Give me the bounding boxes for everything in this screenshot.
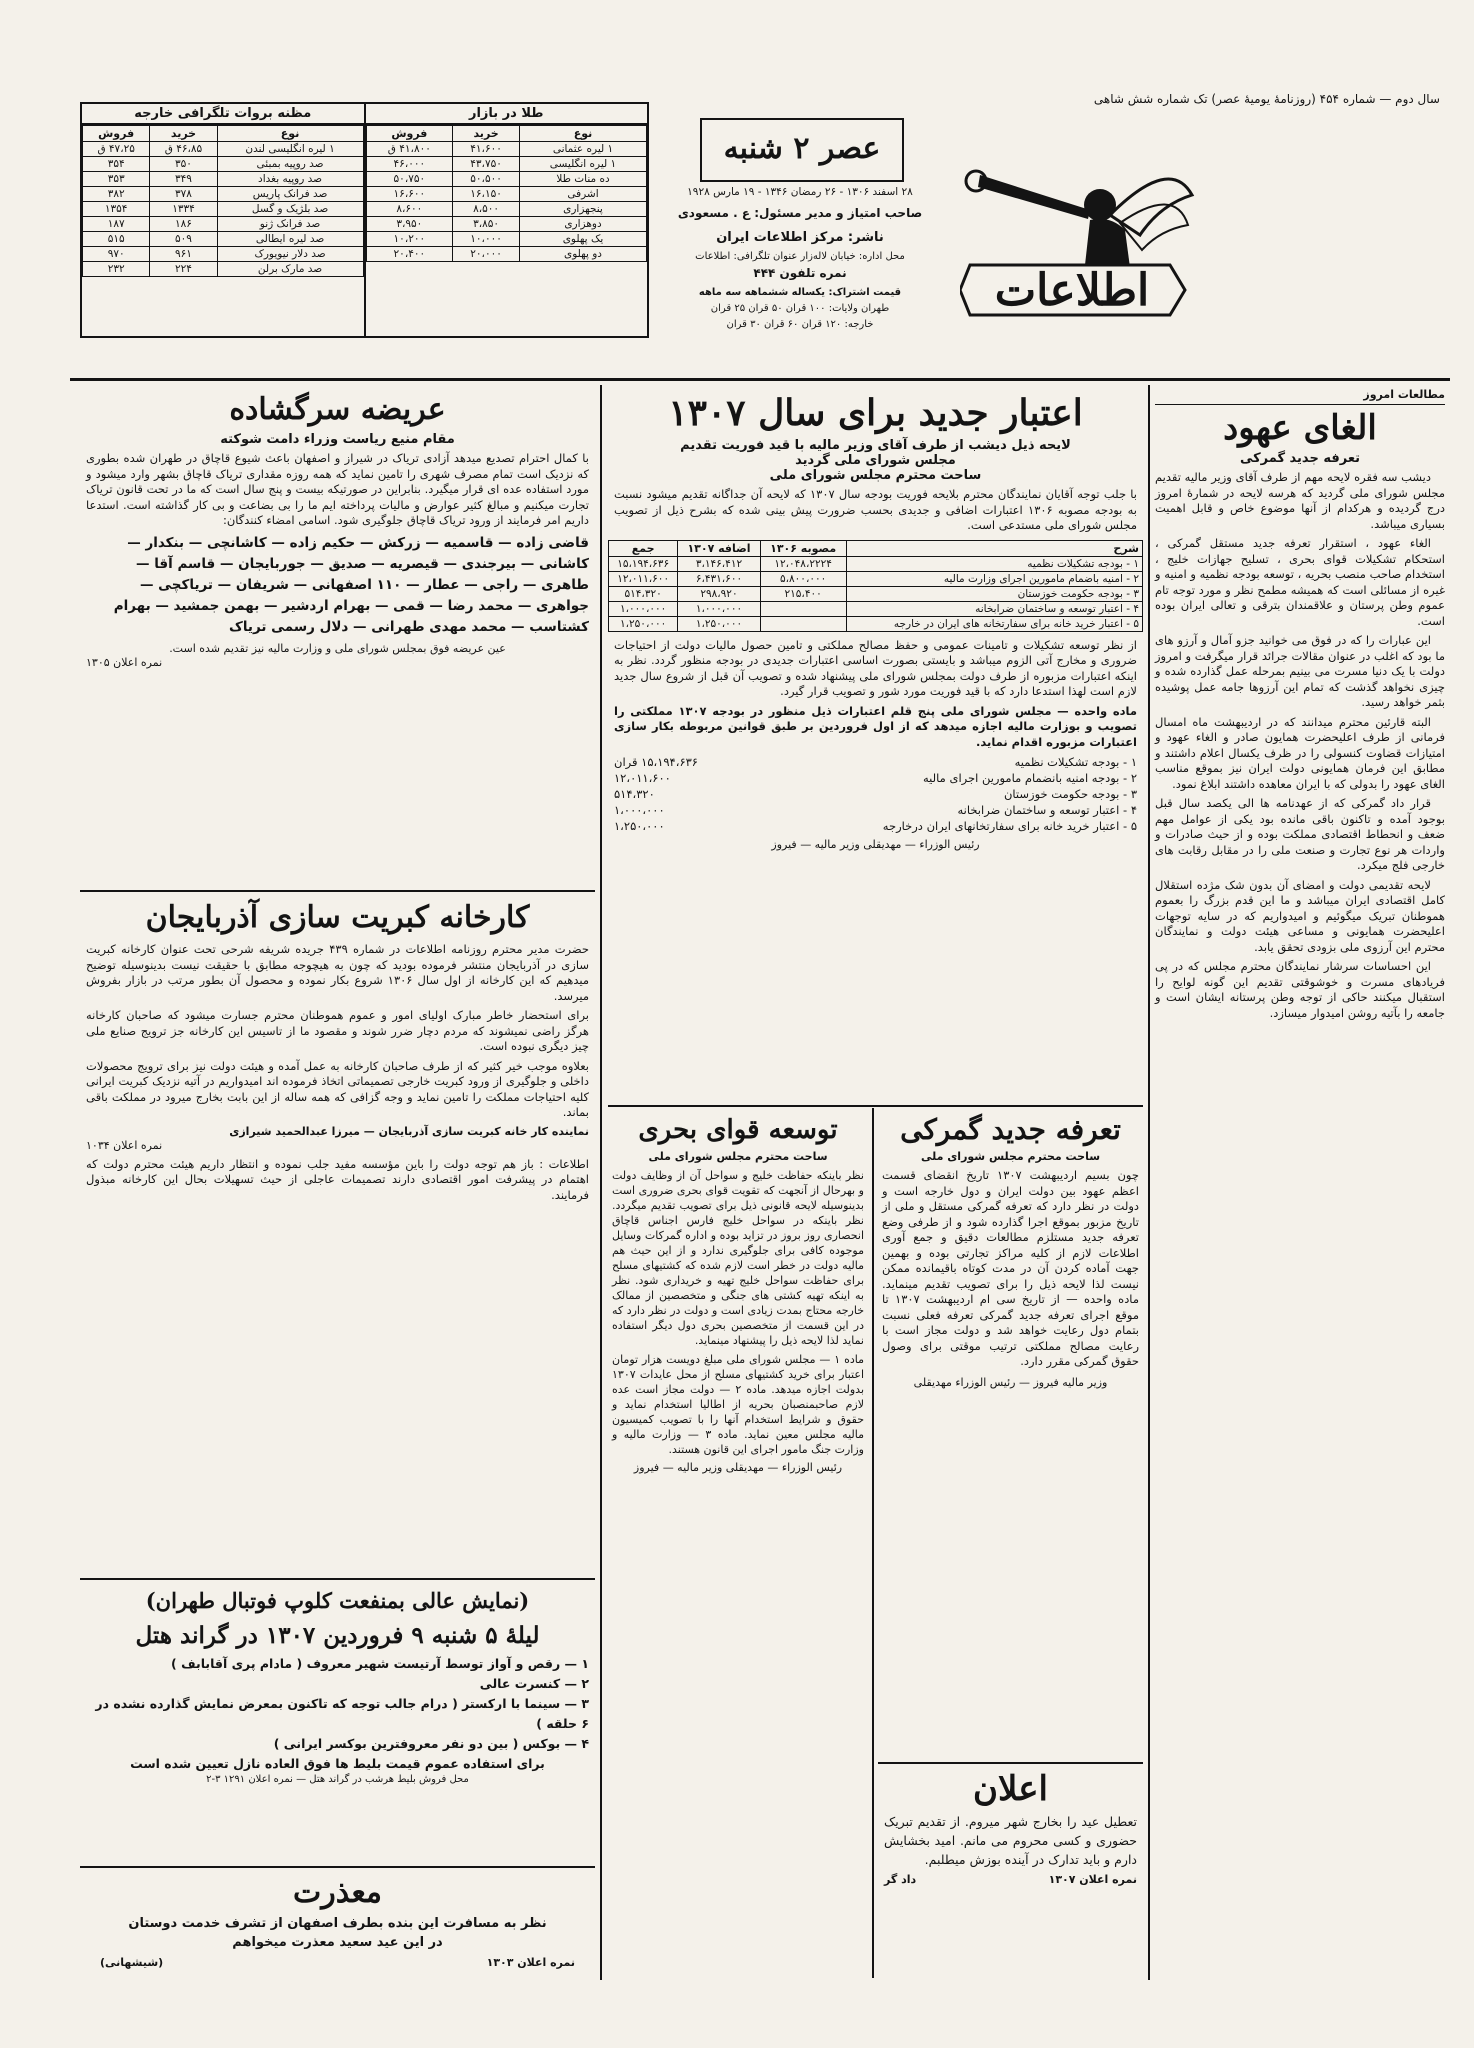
gold-row-cell: ۴۱،۸۰۰ ق [366, 142, 453, 157]
law-row [614, 786, 1137, 802]
office-line: محل اداره: خیابان لاله‌زار عنوان تلگرافی: اطلاعات [695, 251, 905, 262]
program-item: ۴ — بوکس ( بین دو نفر معروفترین بوکسر ایرانی ) [273, 1736, 589, 1751]
gold-table-title: طلا در بازار [366, 104, 648, 125]
masthead-rule [70, 378, 1450, 381]
fx-row-cell: ۳۴۹ [150, 172, 217, 187]
fx-table-panel [82, 104, 364, 336]
fx-table [82, 125, 364, 277]
budget-col-desc: شرح [846, 540, 1142, 556]
article-body [1155, 470, 1445, 1021]
gold-col-buy: خرید [453, 126, 520, 142]
match-editor-note: اطلاعات : باز هم توجه دولت را باین مؤسسه مفید جلب نموده و انتظار داریم هیئت محترم دولت که اهتمام در پیشرفت امور اقتصادی دارند تصمیمات عاجلی از حیث تسهیلات بحال این کارخانه مبذول فرمایند. [86, 1156, 589, 1202]
masthead-logo [960, 115, 1200, 365]
budget-table [608, 540, 1143, 632]
budget-cell: ۱۵،۱۹۴،۶۳۶ [609, 556, 678, 571]
budget-cell: ۶،۴۳۱،۶۰۰ [678, 571, 760, 586]
middle-split-rule [872, 1108, 874, 1978]
gold-row [366, 247, 647, 262]
fx-row-cell: ۲۲۴ [150, 262, 217, 277]
fx-row-cell: ۴۷،۲۵ ق [83, 142, 150, 157]
petition-sub: مقام منیع ریاست وزراء دامت شوکته [220, 432, 455, 447]
gold-row [366, 157, 647, 172]
fx-row-cell: ۳۵۰ [150, 157, 217, 172]
navy-signature: رئیس الوزراء — مهدیقلی وزیر مالیه — فیروز [633, 1461, 843, 1474]
fx-row-cell: ۲۳۲ [83, 262, 150, 277]
gold-row-cell: ۴۱،۶۰۰ [453, 142, 520, 157]
gold-row [366, 142, 647, 157]
budget-col-1306: مصوبه ۱۳۰۶ [760, 540, 846, 556]
gold-table [366, 125, 648, 262]
date-line: ۲۸ اسفند ۱۳۰۶ - ۲۶ رمضان ۱۳۴۶ - ۱۹ مارس ۱۹۲۸ [687, 186, 913, 198]
market-tables [80, 102, 649, 338]
masthead-top-line: سال دوم — شماره ۴۵۴ (روزنامهٔ یومیهٔ عصر) تک شماره شش شاهی [1093, 92, 1440, 106]
fx-row-cell: ۱۳۳۴ [150, 202, 217, 217]
subscription-line-1: طهران ولایات: ۱۰۰ قران ۵۰ قران ۲۵ قران [710, 303, 890, 314]
budget-cell [760, 616, 846, 631]
petition-footer: عین عریضه فوق بمجلس شورای ملی و وزارت مالیه نیز تقدیم شده است. [169, 641, 506, 655]
navy-body: نظر باینکه حفاظت خلیج و سواحل آن از وظایف دولت و بهرحال از آنجهت که تقویت قوای بحری ضروری است بدینوسیله لایحه قانونی ذیل برای تصویب تقدیم میگردد. نظر باینکه در سواحل خلیج فارس اجناس قاچاق انحصاری روز بروز در تزاید بوده و اداره گمرکات وسایل موجوده کافی برای جلوگیری ندارد و از این حیث هم مالیه دولت در خطر است لازم شده که کشتیهای مسلح برای حفاظت سواحل خلیج تهیه و خریداری شود. نظر به اینکه تهیه کشتی های جنگی و متخصصین از ممالک خارجه محتاج بمدت زیادی است و دولت در نظر دارد که در این قسمت از متخصصین بحری دول دیگر استفاده نماید لذا لایحه ذیل را پیشنهاد مینماید. [612, 1169, 864, 1347]
law-row-desc: ۳ - بودجه حکومت خوزستان [1003, 787, 1137, 801]
budget-row [609, 571, 1143, 586]
petition-title: عریضه سرگشاده [229, 392, 446, 427]
article-paragraph: البته قارئین محترم میدانند که در اردیبهشت ماه امسال فرمانی از طرف اعلیحضرت همایون صادر و الغاء عهود و امتیازات قضاوت کنسولی را در ظرف یکسال اعلام داشتند و مطابق این فرمان همایونی دولت ایران نیز بموقع مناسب الغای عهود را بدولی که با ایران معاهده داشتند ابلاغ نمود. [1155, 714, 1445, 791]
notice-box [878, 1766, 1143, 1891]
fx-col-type: نوع [217, 126, 363, 142]
budget-cell: ۵ - اعتبار خرید خانه برای سفارتخانه های ایران در خارجه [846, 616, 1142, 631]
article-paragraph: این احساسات سرشار نمایندگان محترم مجلس که در پی فریادهای مسرت و خوشوقتی تقدیم این گونه لوایح را استقبال میکنند حاکی از توجه وطن پرستانه ایشان است و جامعه را بآتیه روشن امیدوار میسازد. [1155, 959, 1445, 1020]
budget-cell: ۳ - بودجه حکومت خوزستان [846, 586, 1142, 601]
budget-col-total: جمع [609, 540, 678, 556]
football-price: برای استفاده عموم قیمت بلیط ها فوق العاده نازل تعیین شده است [130, 1756, 545, 1771]
fx-row-cell: صد فرانک ژنو [217, 217, 363, 232]
fx-row-cell: ۹۷۰ [83, 247, 150, 262]
fx-row-cell: ۳۸۲ [83, 187, 150, 202]
gold-row-cell: دوهزاری [519, 217, 646, 232]
article-paragraph: دیشب سه فقره لایحه مهم از طرف آقای وزیر مالیه تقدیم مجلس شورای ملی گردید که هرسه لایحه در شمارهٔ امروز درج گردیده و هرکدام از آنها موضوع خاص و قابل اهمیت بسیاری میباشد. [1155, 470, 1445, 531]
budget-title: اعتبار جدید برای سال ۱۳۰۷ [668, 392, 1083, 434]
fx-row-cell: ۱۸۷ [83, 217, 150, 232]
fx-table-title: مظنه بروات تلگرافی خارجه [82, 104, 364, 125]
col-middle [608, 388, 1143, 852]
fx-row-cell: ۱ لیره انگلیسی لندن [217, 142, 363, 157]
subscription-title: قیمت اشتراک: یکساله ششماهه سه ماهه [698, 287, 902, 298]
col-rule-left [600, 385, 602, 1980]
gold-row-cell: ۱ لیره انگلیسی [519, 157, 646, 172]
notice-signer: داد گر [884, 1873, 917, 1886]
gold-row-cell: ۸،۵۰۰ [453, 202, 520, 217]
fx-row [83, 232, 364, 247]
fx-row [83, 262, 364, 277]
article-paragraph: لایحه تقدیمی دولت و امضای آن بدون شک مژده استقلال کامل اقتصادی ایران میباشد و ما این قدم بزرگ را بعموم هموطنان تبریک میگوئیم و امیدواریم که در سایه توجهات اعلیحضرت همایونی و مساعی هیئت دولت و نمایندگان محترم این آرزوی ملی بزودی تحقق یابد. [1155, 877, 1445, 954]
budget-cell: ۱ - بودجه تشکیلات نظمیه [846, 556, 1142, 571]
notice-number: نمره اعلان ۱۳۰۷ [1048, 1873, 1137, 1886]
gold-row-cell: ۲۰،۰۰۰ [453, 247, 520, 262]
gold-row-cell: اشرفی [519, 187, 646, 202]
law-row-amount: ۱،۰۰۰،۰۰۰ [614, 803, 665, 817]
fx-row [83, 172, 364, 187]
football-program [80, 1654, 595, 1754]
law-row-desc: ۲ - بودجه امنیه بانضمام مامورین اجرای مالیه [923, 771, 1137, 785]
match-article [80, 896, 595, 1203]
weekday-box [700, 118, 904, 182]
match-rule [80, 890, 595, 892]
fx-row-cell: صد فرانک پاریس [217, 187, 363, 202]
fx-row-cell: صد روپیه بمبئی [217, 157, 363, 172]
football-title: (نمایش عالی بمنفعت کلوپ فوتبال طهران) [145, 1588, 530, 1613]
gold-row-cell: ۱۶،۶۰۰ [366, 187, 453, 202]
fx-row [83, 157, 364, 172]
logo-text: اطلاعات [994, 265, 1150, 316]
fx-row-cell: ۳۵۳ [83, 172, 150, 187]
article-paragraph: قرار داد گمرکی که از عهدنامه ها الی یکصد سال قبل بوجود آمده و تاکنون باقی مانده بود یکی از عوامل مهم ضعف و انحطاط اقتصادی مملکت بوده و از حیث صادرات و واردات هر نوع تجارت و صنعت ملی را در مقابل رقابت های خارجی فلج میکرد. [1155, 796, 1445, 872]
fx-row-cell: ۵۰۹ [150, 232, 217, 247]
notice-body: تعطیل عید را بخارج شهر میروم. از تقدیم تبریک حضوری و کسی محروم می مانم. امید بخشایش دارم و باید تدارک در آینده بوزش میطلبم. [884, 1814, 1137, 1867]
fx-col-sell: فروش [83, 126, 150, 142]
budget-cell: ۱،۰۰۰،۰۰۰ [678, 601, 760, 616]
fx-row-cell: صد روپیه بغداد [217, 172, 363, 187]
budget-cell: ۲ - امنیه باضمام مامورین اجرای وزارت مالیه [846, 571, 1142, 586]
budget-col-add: اضافه ۱۳۰۷ [678, 540, 760, 556]
fx-row [83, 202, 364, 217]
budget-cell: ۵،۸۰۰،۰۰۰ [760, 571, 846, 586]
budget-body-text: از نظر توسعه تشکیلات و تامینات عمومی و حفظ مصالح مملکتی و تامین حصول مالیات دولت از احتیاجات ضروری و مخارج آتی الزوم میباشد و بایستی بصورت اساسی اعتبارات جدیدی در بودجه منظور گردد. نظر به اینکه اعتبارات مزبوره از طرف دولت بمجلس شورای ملی پیشنهاد شده و تصویب آن قبل از شروع سال جدید لازم است لهذا استدعا دارد که با قید فوریت مورد شور و تصویب قرار گیرد. [614, 637, 1137, 698]
fx-row-cell: صد مارک برلن [217, 262, 363, 277]
gold-row-cell: ۱ لیره عثمانی [519, 142, 646, 157]
football-footer: محل فروش بلیط هرشب در گراند هتل — نمره اعلان ۱۲۹۱ ۳-۲ [206, 1774, 469, 1785]
gold-row [366, 202, 647, 217]
article-title: الغای عهود [1223, 408, 1377, 448]
law-row-amount: ۵۱۴،۳۲۰ [614, 787, 655, 801]
owner-line: صاحب امتیاز و مدیر مسئول: ع . مسعودی [677, 206, 923, 220]
budget-row [609, 586, 1143, 601]
budget-intro: با جلب توجه آقایان نمایندگان محترم بلایحه فوریت بودجه سال ۱۳۰۷ که لایحه آن جداگانه تقدیم میشود نسبت به بودجه مصوبه ۱۳۰۶ اعتبارات اضافی و جدیدی بحسب ضرورت پیش بینی شده که بشرح ذیل از تصویب مجلس شورای ملی مستدعی است. [614, 487, 1138, 532]
gold-col-sell: فروش [366, 126, 453, 142]
law-row [614, 770, 1137, 786]
middle-lower-rule [608, 1105, 1143, 1107]
fx-row-cell: صد بلژیک و گسل [217, 202, 363, 217]
match-number: نمره اعلان ۱۰۳۴ [86, 1138, 163, 1152]
petition-number: نمره اعلان ۱۳۰۵ [86, 655, 163, 669]
fx-row [83, 187, 364, 202]
budget-signature: رئیس الوزراء — مهدیقلی وزیر مالیه — فیروز [771, 838, 980, 851]
gold-row-cell: یک پهلوی [519, 232, 646, 247]
match-signer: نماینده کار خانه کبریت سازی آذربایجان — میرزا عبدالحمید شیرازی [229, 1124, 589, 1138]
apology-signer: (شیشهانی) [100, 1956, 164, 1969]
match-title: کارخانه کبریت سازی آذربایجان [145, 900, 530, 935]
col-right [1155, 388, 1445, 1025]
herald-figure-icon [960, 115, 1200, 365]
gold-row [366, 187, 647, 202]
gold-row-cell: ده منات طلا [519, 172, 646, 187]
article-paragraph: این عبارات را که در فوق می خوانید جزو آمال و آرزو های ما بود که اغلب در عنوان مقالات جرائد قرار میگرفت و امروز دولت با یک دنیا مسرت می بینیم بمرحله عمل گذارده شده و چیزی نخواهد گذشت که تمام این آرزوها جامه عمل پوشیده بثمر خواهد رسید. [1155, 633, 1445, 709]
kicker: مطالعات امروز [1155, 388, 1445, 405]
budget-deck-2: مجلس شورای ملی گردید [795, 453, 956, 468]
apology-body: نظر به مسافرت این بنده بطرف اصفهان از تشرف خدمت دوستان در این عید سعید معذرت میخواهم [128, 1916, 547, 1950]
budget-law-list [608, 754, 1143, 834]
program-item: ۳ — سینما با ارکستر ( درام جالب توجه که تاکنون بمعرض نمایش گذارده نشده در ۶ حلقه ) [95, 1696, 589, 1731]
apology-rule [80, 1866, 595, 1868]
gold-row-cell: ۴۳،۷۵۰ [453, 157, 520, 172]
apology-title: معذرت [292, 1875, 383, 1910]
petition-article [80, 388, 595, 670]
apology-number: نمره اعلان ۱۳۰۳ [486, 1956, 575, 1969]
gold-row [366, 172, 647, 187]
col-rule-right [1148, 385, 1150, 1980]
law-row [614, 818, 1137, 834]
match-body-1: حضرت مدیر محترم روزنامه اطلاعات در شماره ۴۳۹ جریده شریفه شرحی تحت عنوان کارخانه کبریت سازی در آذربایجان منتشر فرموده بودید که چون به هیچوجه مطابق با حقیقت نیست بدینوسیله توضیح میدهیم که این کارخانه از اول سال ۱۳۰۶ شروع بکار نموده و محصول آن بطور مرتب در بازار بفروش میرسد. [86, 942, 589, 1003]
law-row-amount: ۱۲،۰۱۱،۶۰۰ [614, 771, 671, 785]
gold-row-cell: ۵۰،۷۵۰ [366, 172, 453, 187]
law-row-amount: ۱،۲۵۰،۰۰۰ [614, 819, 665, 833]
budget-cell: ۲۱۵،۴۰۰ [760, 586, 846, 601]
gold-row [366, 217, 647, 232]
tariff-body: چون بسیم اردیبهشت ۱۳۰۷ تاریخ انقضای قسمت اعظم عهود بین دولت ایران و دول خارجه است و دولت در نظر دارد که تعرفه گمرکی مستقل و ملی از تاریخ مزبور بموقع اجرا گذارده شود و از طرفی وضع تعرفه جدید مستلزم مطالعات دقیق و جمع آوری اطلاعات لازم از کلیه مراکز تجارتی بوده و بهمین جهت آماده کردن آن در مدت کوتاه باقیمانده ممکن نیست لذا لایحه ذیل را برای تصویب تقدیم مینماید. ماده واحده — از تاریخ سی ام اردیبهشت ۱۳۰۷ تا موقع اجرای تعرفه جدید گمرکی تعرفه فعلی نسبت بتمام دول رعایت خواهد شد و دولت مجاز است با رعایت مصالح مملکتی ترتیب موقتی برای وصول حقوق گمرکی مقرر دارد. [882, 1168, 1139, 1368]
fx-row-cell: ۴۶،۸۵ ق [150, 142, 217, 157]
match-body-3: بعلاوه موجب خیر کثیر که از طرف صاحبان کارخانه به عمل آمده و هیئت دولت نیز برای ترویج محصولات داخلی و جلوگیری از ورود کبریت خارجی تصمیماتی اتخاذ فرموده اند امیدواریم در آتیه نزدیک کبریت ایرانی کلیه احتیاجات مملکت را تامین نماید و وجه گزافی که همه ساله از این بابت بخارج میرود در مملکت باقی بماند. [86, 1058, 589, 1119]
gold-row-cell: ۱۰،۲۰۰ [366, 232, 453, 247]
gold-row-cell: ۲۰،۴۰۰ [366, 247, 453, 262]
gold-row [366, 232, 647, 247]
budget-deck-3: ساحت محترم مجلس شورای ملی [769, 468, 982, 483]
fx-row-cell: ۵۱۵ [83, 232, 150, 247]
petition-names: قاضی زاده — قاسمیه — زرکش — حکیم زاده — کاشانچی — بنکدار — کاشانی — بیرجندی — قیصریه — صدیق — جوربایجان — قاسم آقا — طاهری — راجی — عطار — ۱۱۰ اصفهانی — شریفان — تریاکچی — جواهری — محمد رضا — قمی — بهرام اردشیر — بهمن جمشید — بهرام کشتاسب — محمد مهدی طهرانی — دلال رسمی تریاک [113, 534, 589, 635]
law-row-desc: ۵ - اعتبار خرید خانه برای سفارتخانهای ایران درخارجه [882, 819, 1137, 833]
budget-cell [760, 601, 846, 616]
tariff-title: تعرفه جدید گمرکی [900, 1113, 1121, 1146]
weekday: عصر ۲ شنبه [723, 131, 881, 166]
fx-row [83, 217, 364, 232]
budget-row [609, 601, 1143, 616]
budget-row [609, 616, 1143, 631]
match-body-2: برای استحضار خاطر مبارک اولیای امور و عموم هموطنان محترم جسارت میشود که صاحبان کارخانه هرگز راضی نمیشوند که مردم دچار ضرر شوند و مقصود ما از تاسیس این کارخانه جز ترویج صنایع ملی چیز دیگری نبوده است. [86, 1008, 589, 1053]
budget-law-title: ماده واحده — مجلس شورای ملی پنج قلم اعتبارات ذیل منظور در بودجه ۱۳۰۷ مملکتی را تصویب و بوزارت مالیه اجازه میدهد که از اول فروردین بر طبق قوانین مربوطه بکار سازی اعتبارات مزبوره اقدام نماید. [614, 703, 1137, 749]
notice-rule [878, 1762, 1143, 1764]
football-rule [80, 1578, 595, 1580]
law-row-amount: ۱۵،۱۹۴،۶۳۶ قران [614, 755, 698, 769]
article-paragraph: الغاء عهود ، استقرار تعرفه جدید مستقل گمرکی ، استحکام تشکیلات قوای بحری ، تسلیح جهازات خلیج ، استخدام صاحب منصب بحریه ، توسعه بودجه نظمیه و امنیه و غیره از مسائلی است که همیشه مطمح نظر و مورد توجه تام عموم وطن پرستان و علاقمندان بترقی و تعالی ایران بوده است. [1155, 536, 1445, 628]
publisher-line: ناشر: مرکز اطلاعات ایران [716, 230, 884, 245]
law-row-desc: ۱ - بودجه تشکیلات نظمیه [1014, 755, 1137, 769]
budget-deck-1: لایحه ذیل دیشب از طرف آقای وزیر مالیه با قید فوریت تقدیم [680, 438, 1071, 453]
fx-row-cell: صد دلار نیویورک [217, 247, 363, 262]
subscription-line-2: خارجه: ۱۲۰ قران ۶۰ قران ۳۰ قران [726, 319, 874, 330]
notice-title: اعلان [973, 1769, 1048, 1809]
fx-row-cell: ۱۸۶ [150, 217, 217, 232]
law-row [614, 802, 1137, 818]
fx-row-cell: ۱۳۵۴ [83, 202, 150, 217]
tariff-article [878, 1110, 1143, 1390]
navy-sub: ساحت محترم مجلس شورای ملی [648, 1150, 828, 1163]
gold-table-panel [364, 104, 648, 336]
navy-title: توسعه قوای بحری [638, 1115, 838, 1145]
apology-ad [80, 1872, 595, 1974]
program-item: ۲ — کنسرت عالی [479, 1676, 589, 1691]
budget-row [609, 556, 1143, 571]
law-row-desc: ۴ - اعتبار توسعه و ساختمان ضرابخانه [957, 803, 1137, 817]
fx-col-buy: خرید [150, 126, 217, 142]
tariff-sub: ساحت محترم مجلس شورای ملی [920, 1150, 1101, 1163]
navy-articles: ماده ۱ — مجلس شورای ملی مبلغ دویست هزار تومان اعتبار برای خرید کشتیهای مسلح از محل عایدات ۱۳۰۷ بدولت اجازه میدهد. ماده ۲ — دولت مجاز است عده لازم صاحبمنصبان بحریه از اطالیا استخدام نماید و حقوق و شرایط استخدام آنها را با تصویب کمیسیون مالیه مجلس معین نماید. ماده ۳ — وزارت مالیه و وزارت جنگ مامور اجرای این قانون هستند. [612, 1353, 865, 1456]
football-date: لیلهٔ ۵ شنبه ۹ فروردین ۱۳۰۷ در گراند هتل [135, 1622, 540, 1649]
gold-row-cell: ۳،۸۵۰ [453, 217, 520, 232]
budget-cell: ۱۲،۰۴۸،۲۲۲۴ [760, 556, 846, 571]
budget-cell: ۱،۲۵۰،۰۰۰ [609, 616, 678, 631]
fx-row [83, 247, 364, 262]
program-item: ۱ — رقص و آواز توسط آرتیست شهیر معروف ( مادام پری آقابابف ) [171, 1656, 589, 1671]
budget-cell: ۲۹۸،۹۲۰ [678, 586, 760, 601]
navy-article [608, 1110, 868, 1475]
budget-cell: ۳،۱۴۶،۴۱۲ [678, 556, 760, 571]
gold-row-cell: ۸،۶۰۰ [366, 202, 453, 217]
fx-row-cell: صد لیره ایطالی [217, 232, 363, 247]
gold-row-cell: ۵۰،۵۰۰ [453, 172, 520, 187]
tariff-signature: وزیر مالیه فیروز — رئیس الوزراء مهدیقلی [913, 1375, 1108, 1389]
gold-row-cell: دو پهلوی [519, 247, 646, 262]
gold-row-cell: ۴۶،۰۰۰ [366, 157, 453, 172]
budget-cell: ۱،۲۵۰،۰۰۰ [678, 616, 760, 631]
law-row [614, 754, 1137, 770]
gold-row-cell: پنجهزاری [519, 202, 646, 217]
fx-row-cell: ۳۵۴ [83, 157, 150, 172]
budget-cell: ۱،۰۰۰،۰۰۰ [609, 601, 678, 616]
fx-row-cell: ۳۷۸ [150, 187, 217, 202]
gold-row-cell: ۳،۹۵۰ [366, 217, 453, 232]
budget-cell: ۱۲،۰۱۱،۶۰۰ [609, 571, 678, 586]
phone-line: نمره تلفون ۴۴۴ [753, 266, 847, 280]
budget-cell: ۴ - اعتبار توسعه و ساختمان ضرابخانه [846, 601, 1142, 616]
gold-row-cell: ۱۶،۱۵۰ [453, 187, 520, 202]
budget-cell: ۵۱۴،۳۲۰ [609, 586, 678, 601]
football-ad [80, 1584, 595, 1786]
fx-row [83, 142, 364, 157]
gold-col-type: نوع [519, 126, 646, 142]
article-subtitle: تعرفه جدید گمرکی [1239, 451, 1361, 466]
petition-body: با کمال احترام تصدیع میدهد آزادی تریاک در شیراز و اصفهان باعث شیوع قاچاق در طهران شده بطوری که نزدیک است تمام مصرف شهری را تامین نماید که همه روزه مقداری تریاک قاچاق بشهر وارد میشود و مورد استفاده عده ای قرار میگیرد. بنابراین در صورتیکه بیست و پنج سال است که ما در تحت قانون تریاک تجارت میکنیم و مبالغ کثیر عوارض و مالیات پرداخته ایم ما را بی بضاعت و بی کار گذاشته است. استدعا داریم امر فرمایند از ورود تریاک قاچاق جلوگیری شود. اسامی امضاء کنندگان: [86, 451, 589, 527]
fx-row-cell: ۹۶۱ [150, 247, 217, 262]
gold-row-cell: ۱۰،۰۰۰ [453, 232, 520, 247]
